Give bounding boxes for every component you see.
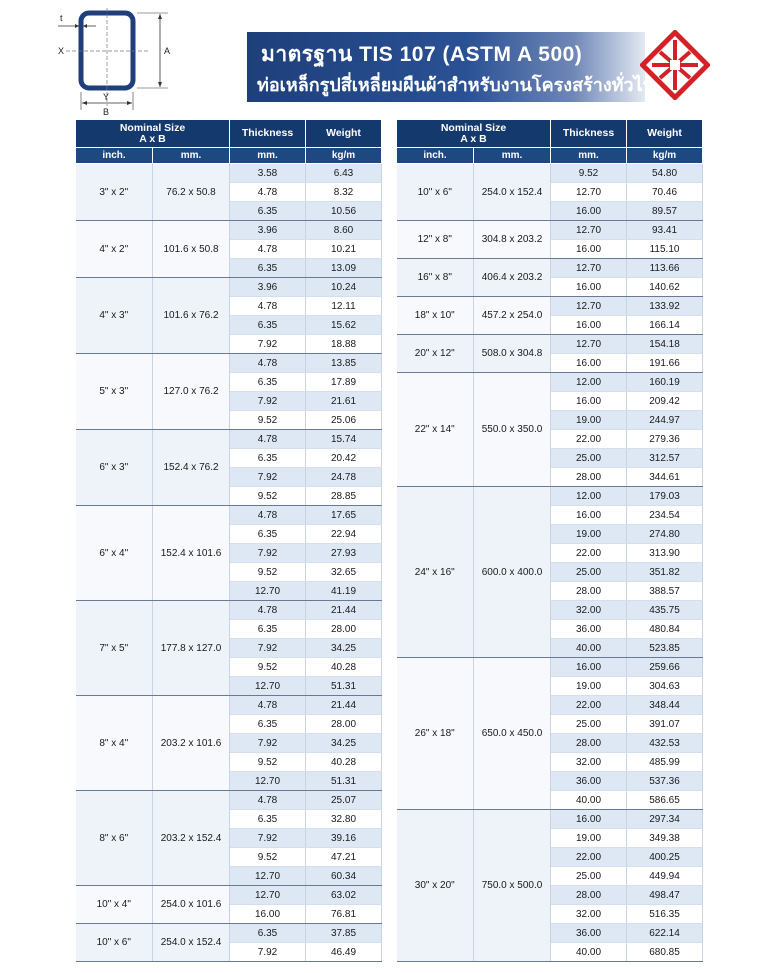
table-row (76, 791, 382, 810)
thickness-cell: 40.00 (551, 791, 627, 810)
weight-cell: 485.99 (627, 753, 703, 772)
thickness-cell: 19.00 (551, 525, 627, 544)
weight-cell: 18.88 (306, 335, 382, 354)
size-mm-cell: 750.0 x 500.0 (474, 810, 551, 962)
weight-cell: 17.89 (306, 373, 382, 392)
table-row (397, 297, 703, 316)
size-inch-cell: 22" x 14" (397, 373, 474, 487)
size-mm-cell: 152.4 x 76.2 (153, 430, 230, 506)
weight-cell: 28.85 (306, 487, 382, 506)
size-inch-cell: 8" x 6" (76, 791, 153, 886)
weight-cell: 93.41 (627, 221, 703, 240)
weight-cell: 274.80 (627, 525, 703, 544)
weight-cell: 40.28 (306, 753, 382, 772)
weight-cell: 63.02 (306, 886, 382, 905)
header-thickness: Thickness (551, 120, 627, 148)
weight-cell: 41.19 (306, 582, 382, 601)
weight-cell: 259.66 (627, 658, 703, 677)
size-mm-cell: 127.0 x 76.2 (153, 354, 230, 430)
weight-cell: 160.19 (627, 373, 703, 392)
label-b: B (103, 107, 110, 117)
weight-cell: 76.81 (306, 905, 382, 924)
thickness-cell: 7.92 (230, 468, 306, 487)
thickness-cell: 4.78 (230, 297, 306, 316)
thickness-cell: 7.92 (230, 943, 306, 962)
size-mm-cell: 457.2 x 254.0 (474, 297, 551, 335)
thickness-cell: 4.78 (230, 354, 306, 373)
title-banner (247, 32, 655, 102)
header-mm: mm. (153, 148, 230, 164)
size-mm-cell: 177.8 x 127.0 (153, 601, 230, 696)
weight-cell: 179.03 (627, 487, 703, 506)
header-weight: Weight (627, 120, 703, 148)
header-thickness-unit: mm. (551, 148, 627, 164)
thickness-cell: 7.92 (230, 392, 306, 411)
weight-cell: 10.21 (306, 240, 382, 259)
header-nominal-label: Nominal Size (119, 121, 186, 134)
thickness-cell: 12.70 (551, 259, 627, 278)
size-inch-cell: 8" x 4" (76, 696, 153, 791)
size-inch-cell: 10" x 4" (76, 886, 153, 924)
size-mm-cell: 508.0 x 304.8 (474, 335, 551, 373)
weight-cell: 622.14 (627, 924, 703, 943)
weight-cell: 391.07 (627, 715, 703, 734)
weight-cell: 344.61 (627, 468, 703, 487)
weight-cell: 32.80 (306, 810, 382, 829)
thickness-cell: 25.00 (551, 449, 627, 468)
size-inch-cell: 30" x 20" (397, 810, 474, 962)
table-row (397, 810, 703, 829)
weight-cell: 312.57 (627, 449, 703, 468)
weight-cell: 10.56 (306, 202, 382, 221)
thickness-cell: 19.00 (551, 411, 627, 430)
weight-cell: 89.57 (627, 202, 703, 221)
thickness-cell: 25.00 (551, 563, 627, 582)
weight-cell: 435.75 (627, 601, 703, 620)
thickness-cell: 6.35 (230, 202, 306, 221)
weight-cell: 234.54 (627, 506, 703, 525)
thickness-cell: 40.00 (551, 639, 627, 658)
weight-cell: 13.09 (306, 259, 382, 278)
thickness-cell: 25.00 (551, 867, 627, 886)
weight-cell: 34.25 (306, 639, 382, 658)
size-inch-cell: 20" x 12" (397, 335, 474, 373)
thickness-cell: 36.00 (551, 620, 627, 639)
thickness-cell: 19.00 (551, 829, 627, 848)
weight-cell: 21.44 (306, 696, 382, 715)
size-inch-cell: 26" x 18" (397, 658, 474, 810)
thickness-cell: 32.00 (551, 753, 627, 772)
thickness-cell: 9.52 (230, 848, 306, 867)
weight-cell: 28.00 (306, 620, 382, 639)
thickness-cell: 9.52 (230, 487, 306, 506)
thickness-cell: 6.35 (230, 449, 306, 468)
label-a: A (164, 46, 171, 56)
table-row (397, 658, 703, 677)
size-mm-cell: 101.6 x 76.2 (153, 278, 230, 354)
size-inch-cell: 4" x 2" (76, 221, 153, 278)
thickness-cell: 16.00 (551, 658, 627, 677)
thickness-cell: 6.35 (230, 715, 306, 734)
thickness-cell: 6.35 (230, 259, 306, 278)
weight-cell: 25.06 (306, 411, 382, 430)
table-row (76, 278, 382, 297)
weight-cell: 51.31 (306, 677, 382, 696)
thickness-cell: 4.78 (230, 696, 306, 715)
header-weight: Weight (306, 120, 382, 148)
thickness-cell: 16.00 (230, 905, 306, 924)
thickness-cell: 16.00 (551, 202, 627, 221)
weight-cell: 680.85 (627, 943, 703, 962)
table-row (76, 886, 382, 905)
weight-cell: 47.21 (306, 848, 382, 867)
thickness-cell: 6.35 (230, 373, 306, 392)
thickness-cell: 6.35 (230, 924, 306, 943)
thickness-cell: 6.35 (230, 810, 306, 829)
thickness-cell: 7.92 (230, 734, 306, 753)
thickness-cell: 7.92 (230, 544, 306, 563)
header-axb-label: A x B (139, 132, 166, 145)
table-row (76, 696, 382, 715)
thickness-cell: 40.00 (551, 943, 627, 962)
thickness-cell: 12.70 (551, 297, 627, 316)
size-mm-cell: 254.0 x 152.4 (474, 164, 551, 221)
header-inch: inch. (397, 148, 474, 164)
thickness-cell: 16.00 (551, 316, 627, 335)
weight-cell: 244.97 (627, 411, 703, 430)
size-mm-cell: 550.0 x 350.0 (474, 373, 551, 487)
header-inch: inch. (76, 148, 153, 164)
header-weight-unit: kg/m (306, 148, 382, 164)
thickness-cell: 12.00 (551, 487, 627, 506)
thickness-cell: 6.35 (230, 525, 306, 544)
weight-cell: 449.94 (627, 867, 703, 886)
size-inch-cell: 6" x 4" (76, 506, 153, 601)
weight-cell: 351.82 (627, 563, 703, 582)
table-row (76, 924, 382, 943)
weight-cell: 166.14 (627, 316, 703, 335)
size-mm-cell: 203.2 x 152.4 (153, 791, 230, 886)
thickness-cell: 28.00 (551, 734, 627, 753)
spec-table-right (396, 119, 703, 962)
weight-cell: 24.78 (306, 468, 382, 487)
weight-cell: 6.43 (306, 164, 382, 183)
thickness-cell: 22.00 (551, 544, 627, 563)
thickness-cell: 12.70 (230, 886, 306, 905)
weight-cell: 54.80 (627, 164, 703, 183)
thickness-cell: 9.52 (230, 411, 306, 430)
table-row (397, 373, 703, 392)
thickness-cell: 16.00 (551, 506, 627, 525)
size-mm-cell: 76.2 x 50.8 (153, 164, 230, 221)
spec-table-left (75, 119, 382, 962)
thickness-cell: 16.00 (551, 354, 627, 373)
table-row (397, 335, 703, 354)
thickness-cell: 9.52 (230, 658, 306, 677)
size-inch-cell: 5" x 3" (76, 354, 153, 430)
size-inch-cell: 10" x 6" (76, 924, 153, 962)
weight-cell: 37.85 (306, 924, 382, 943)
table-row (397, 221, 703, 240)
header-mm: mm. (474, 148, 551, 164)
header-weight-unit: kg/m (627, 148, 703, 164)
weight-cell: 8.32 (306, 183, 382, 202)
weight-cell: 586.65 (627, 791, 703, 810)
weight-cell: 297.34 (627, 810, 703, 829)
section-diagram (50, 8, 190, 118)
size-inch-cell: 12" x 8" (397, 221, 474, 259)
thickness-cell: 28.00 (551, 886, 627, 905)
thickness-cell: 12.70 (551, 221, 627, 240)
weight-cell: 498.47 (627, 886, 703, 905)
thickness-cell: 22.00 (551, 848, 627, 867)
thickness-cell: 12.70 (230, 772, 306, 791)
weight-cell: 8.60 (306, 221, 382, 240)
table-row (76, 221, 382, 240)
thickness-cell: 4.78 (230, 791, 306, 810)
weight-cell: 34.25 (306, 734, 382, 753)
thickness-cell: 9.52 (230, 753, 306, 772)
weight-cell: 209.42 (627, 392, 703, 411)
thickness-cell: 12.70 (230, 582, 306, 601)
size-inch-cell: 7" x 5" (76, 601, 153, 696)
header-thickness-unit: mm. (230, 148, 306, 164)
size-mm-cell: 203.2 x 101.6 (153, 696, 230, 791)
weight-cell: 21.61 (306, 392, 382, 411)
header-nominal-size (397, 120, 551, 148)
thickness-cell: 12.00 (551, 373, 627, 392)
table-row (397, 259, 703, 278)
weight-cell: 133.92 (627, 297, 703, 316)
thickness-cell: 25.00 (551, 715, 627, 734)
thickness-cell: 4.78 (230, 240, 306, 259)
table-row (397, 487, 703, 506)
weight-cell: 12.11 (306, 297, 382, 316)
thickness-cell: 16.00 (551, 240, 627, 259)
size-inch-cell: 4" x 3" (76, 278, 153, 354)
thickness-cell: 12.70 (551, 335, 627, 354)
thickness-cell: 16.00 (551, 810, 627, 829)
thickness-cell: 12.70 (230, 677, 306, 696)
size-inch-cell: 18" x 10" (397, 297, 474, 335)
label-y: Y (103, 92, 110, 102)
size-mm-cell: 650.0 x 450.0 (474, 658, 551, 810)
weight-cell: 27.93 (306, 544, 382, 563)
weight-cell: 279.36 (627, 430, 703, 449)
thickness-cell: 4.78 (230, 430, 306, 449)
thickness-cell: 16.00 (551, 392, 627, 411)
size-mm-cell: 304.8 x 203.2 (474, 221, 551, 259)
weight-cell: 32.65 (306, 563, 382, 582)
weight-cell: 388.57 (627, 582, 703, 601)
page-title: มาตรฐาน TIS 107 (ASTM A 500) (261, 43, 583, 66)
weight-cell: 15.74 (306, 430, 382, 449)
size-mm-cell: 600.0 x 400.0 (474, 487, 551, 658)
weight-cell: 10.24 (306, 278, 382, 297)
weight-cell: 17.65 (306, 506, 382, 525)
table-row (76, 506, 382, 525)
weight-cell: 523.85 (627, 639, 703, 658)
header-nominal-label: Nominal Size (440, 121, 507, 134)
table-row (76, 601, 382, 620)
thickness-cell: 4.78 (230, 506, 306, 525)
thickness-cell: 12.70 (551, 183, 627, 202)
size-mm-cell: 152.4 x 101.6 (153, 506, 230, 601)
size-mm-cell: 254.0 x 152.4 (153, 924, 230, 962)
table-row (76, 354, 382, 373)
weight-cell: 22.94 (306, 525, 382, 544)
thickness-cell: 4.78 (230, 601, 306, 620)
thickness-cell: 7.92 (230, 829, 306, 848)
size-inch-cell: 24" x 16" (397, 487, 474, 658)
weight-cell: 480.84 (627, 620, 703, 639)
weight-cell: 70.46 (627, 183, 703, 202)
thickness-cell: 3.58 (230, 164, 306, 183)
size-inch-cell: 10" x 6" (397, 164, 474, 221)
thickness-cell: 32.00 (551, 601, 627, 620)
thickness-cell: 3.96 (230, 221, 306, 240)
weight-cell: 51.31 (306, 772, 382, 791)
label-t: t (60, 13, 63, 23)
thickness-cell: 7.92 (230, 639, 306, 658)
size-mm-cell: 254.0 x 101.6 (153, 886, 230, 924)
weight-cell: 516.35 (627, 905, 703, 924)
thickness-cell: 36.00 (551, 772, 627, 791)
weight-cell: 46.49 (306, 943, 382, 962)
size-inch-cell: 3" x 2" (76, 164, 153, 221)
label-x: X (58, 46, 65, 56)
thickness-cell: 3.96 (230, 278, 306, 297)
weight-cell: 537.36 (627, 772, 703, 791)
thickness-cell: 16.00 (551, 278, 627, 297)
table-row (76, 430, 382, 449)
thickness-cell: 28.00 (551, 468, 627, 487)
weight-cell: 140.62 (627, 278, 703, 297)
weight-cell: 304.63 (627, 677, 703, 696)
brand-logo (640, 30, 710, 100)
size-mm-cell: 406.4 x 203.2 (474, 259, 551, 297)
weight-cell: 432.53 (627, 734, 703, 753)
thickness-cell: 22.00 (551, 430, 627, 449)
thickness-cell: 28.00 (551, 582, 627, 601)
weight-cell: 25.07 (306, 791, 382, 810)
table-row (397, 164, 703, 183)
weight-cell: 15.62 (306, 316, 382, 335)
size-mm-cell: 101.6 x 50.8 (153, 221, 230, 278)
weight-cell: 20.42 (306, 449, 382, 468)
header-thickness: Thickness (230, 120, 306, 148)
weight-cell: 191.66 (627, 354, 703, 373)
thickness-cell: 6.35 (230, 620, 306, 639)
weight-cell: 13.85 (306, 354, 382, 373)
thickness-cell: 6.35 (230, 316, 306, 335)
weight-cell: 115.10 (627, 240, 703, 259)
size-inch-cell: 16" x 8" (397, 259, 474, 297)
thickness-cell: 32.00 (551, 905, 627, 924)
thickness-cell: 4.78 (230, 183, 306, 202)
weight-cell: 349.38 (627, 829, 703, 848)
header-axb-label: A x B (460, 132, 487, 145)
thickness-cell: 22.00 (551, 696, 627, 715)
weight-cell: 60.34 (306, 867, 382, 886)
size-inch-cell: 6" x 3" (76, 430, 153, 506)
table-body-right (397, 164, 703, 962)
header-nominal-size (76, 120, 230, 148)
weight-cell: 113.66 (627, 259, 703, 278)
thickness-cell: 9.52 (551, 164, 627, 183)
page-subtitle: ท่อเหล็กรูปสี่เหลี่ยมผืนผ้าสำหรับงานโครงสร้างทั่วไป (257, 75, 655, 95)
weight-cell: 40.28 (306, 658, 382, 677)
thickness-cell: 9.52 (230, 563, 306, 582)
weight-cell: 28.00 (306, 715, 382, 734)
thickness-cell: 7.92 (230, 335, 306, 354)
thickness-cell: 19.00 (551, 677, 627, 696)
weight-cell: 154.18 (627, 335, 703, 354)
weight-cell: 400.25 (627, 848, 703, 867)
weight-cell: 21.44 (306, 601, 382, 620)
weight-cell: 313.90 (627, 544, 703, 563)
weight-cell: 348.44 (627, 696, 703, 715)
weight-cell: 39.16 (306, 829, 382, 848)
thickness-cell: 12.70 (230, 867, 306, 886)
table-row (76, 164, 382, 183)
thickness-cell: 36.00 (551, 924, 627, 943)
table-body-left (76, 164, 382, 962)
